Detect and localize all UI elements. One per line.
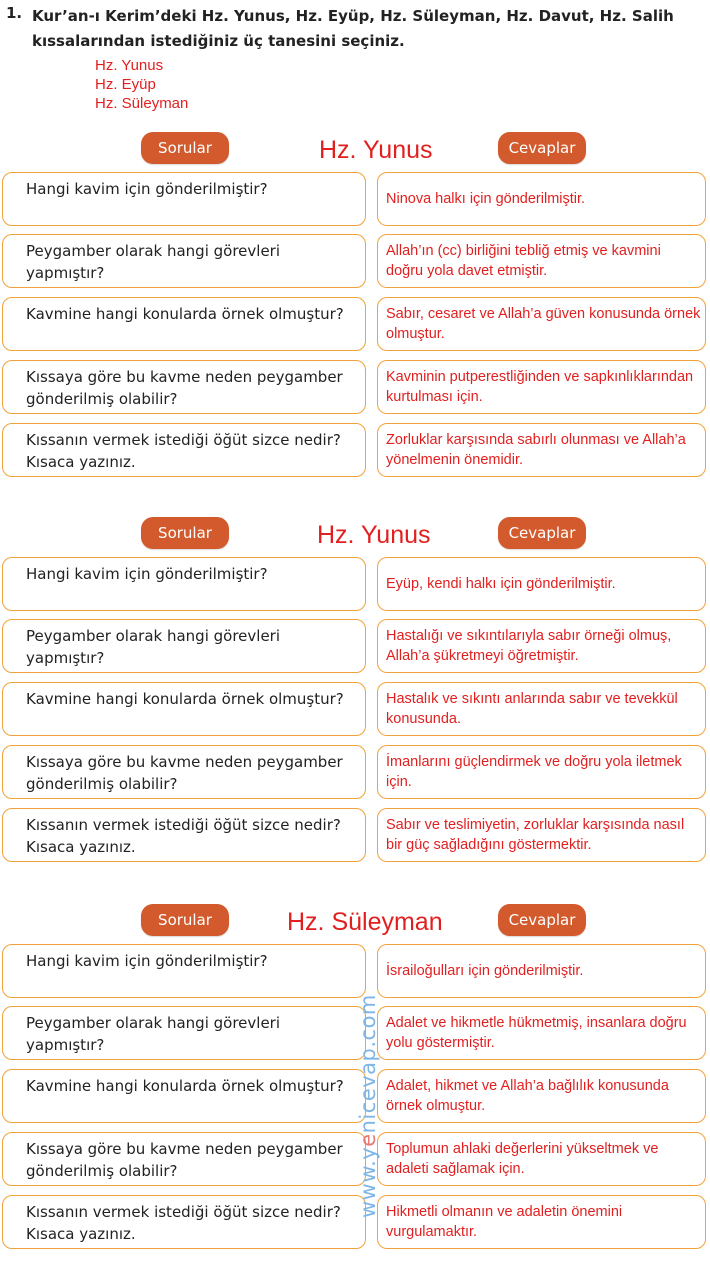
qa-row [0, 557, 710, 613]
question-box: Kavmine hangi konularda örnek olmuştur? [2, 682, 366, 736]
watermark-prefix: www.y [356, 1146, 380, 1218]
answer-box[interactable] [377, 297, 706, 351]
question-box: Kıssanın vermek istediği öğüt sizce nedir? Kısaca yazınız. [2, 423, 366, 477]
questions-label: Sorular [141, 904, 229, 936]
answer-text: Sabır, cesaret ve Allah’a güven konusunda örnek olmuştur. [386, 306, 701, 342]
answer-box[interactable] [377, 234, 706, 288]
qa-row [0, 1132, 710, 1188]
question-box: Kıssanın vermek istediği öğüt sizce nedir? Kısaca yazınız. [2, 808, 366, 862]
question-box: Kavmine hangi konularda örnek olmuştur? [2, 297, 366, 351]
questions-label: Sorular [141, 132, 229, 164]
answer-text: Eyüp, kendi halkı için gönderilmiştir. [386, 576, 616, 592]
question-text: Kur’an-ı Kerim’deki Hz. Yunus, Hz. Eyüp, Hz. Süleyman, Hz. Davut, Hz. Salih kıssalarından istediğiniz üç tanesini seçiniz. [32, 7, 674, 50]
question-box: Kıssaya göre bu kavme neden peygamber gönderilmiş olabilir? [2, 745, 366, 799]
question-box: Kıssaya göre bu kavme neden peygamber gönderilmiş olabilir? [2, 1132, 366, 1186]
answer-text: Sabır ve teslimiyetin, zorluklar karşısında nasıl bir güç sağladığını göstermektir. [386, 817, 685, 853]
answer-text: Hikmetli olmanın ve adaletin önemini vurgulamaktır. [386, 1204, 623, 1240]
answer-text: Allah’ın (cc) birliğini tebliğ etmiş ve kavmini doğru yola davet etmiştir. [386, 243, 661, 279]
answer-box[interactable] [377, 172, 706, 226]
answers-label: Cevaplar [498, 517, 586, 549]
answers-label: Cevaplar [498, 132, 586, 164]
story-section-1 [0, 132, 710, 480]
answers-label: Cevaplar [498, 904, 586, 936]
question-box: Hangi kavim için gönderilmiştir? [2, 557, 366, 611]
question-box: Hangi kavim için gönderilmiştir? [2, 172, 366, 226]
question-box: Kavmine hangi konularda örnek olmuştur? [2, 1069, 366, 1123]
qa-row [0, 682, 710, 738]
answer-text: Adalet, hikmet ve Allah’a bağlılık konusunda örnek olmuştur. [386, 1078, 669, 1114]
watermark-suffix: nicevap.com [356, 994, 380, 1134]
answer-box[interactable] [377, 944, 706, 998]
question-box: Peygamber olarak hangi görevleri yapmıştır? [2, 1006, 366, 1060]
answer-box[interactable] [377, 619, 706, 673]
answer-text: Zorluklar karşısında sabırlı olunması ve Allah’a yönelmenin önemidir. [386, 432, 686, 468]
question-box: Peygamber olarak hangi görevleri yapmıştır? [2, 234, 366, 288]
qa-row [0, 808, 710, 864]
qa-row [0, 297, 710, 353]
watermark-accent: e [356, 1133, 380, 1147]
answer-text: Kavminin putperestliğinden ve sapkınlıklarından kurtulması için. [386, 369, 694, 405]
answer-text: Hastalık ve sıkıntı anlarında sabır ve tevekkül konusunda. [386, 691, 678, 727]
story-section-2 [0, 517, 710, 865]
qa-row [0, 1006, 710, 1062]
answer-text: Adalet ve hikmetle hükmetmiş, insanlara doğru yolu göstermiştir. [386, 1015, 687, 1051]
answer-text: İmanlarını güçlendirmek ve doğru yola iletmek için. [386, 754, 682, 790]
answer-box[interactable] [377, 557, 706, 611]
answer-text: Ninova halkı için gönderilmiştir. [386, 191, 586, 207]
qa-row [0, 745, 710, 801]
answer-text: İsrailoğulları için gönderilmiştir. [386, 963, 584, 979]
qa-row [0, 360, 710, 416]
qa-row [0, 1195, 710, 1251]
qa-row [0, 619, 710, 675]
qa-row [0, 423, 710, 479]
question-box: Peygamber olarak hangi görevleri yapmıştır? [2, 619, 366, 673]
qa-row [0, 234, 710, 290]
choice-item: Hz. Yunus [95, 57, 164, 74]
answer-box[interactable] [377, 1132, 706, 1186]
answer-box[interactable] [377, 1006, 706, 1060]
story-section-3 [0, 904, 710, 1252]
questions-label: Sorular [141, 517, 229, 549]
section-title: Hz. Süleyman [287, 908, 443, 936]
answer-text: Hastalığı ve sıkıntılarıyla sabır örneği olmuş, Allah’a şükretmeyi öğretmiştir. [386, 628, 672, 664]
answer-box[interactable] [377, 1069, 706, 1123]
answer-box[interactable] [377, 745, 706, 799]
choice-item: Hz. Süleyman [95, 95, 189, 112]
question-box: Hangi kavim için gönderilmiştir? [2, 944, 366, 998]
site-watermark [356, 994, 380, 1218]
answer-box[interactable] [377, 360, 706, 414]
qa-row [0, 944, 710, 1000]
question-box: Kıssaya göre bu kavme neden peygamber gönderilmiş olabilir? [2, 360, 366, 414]
qa-row [0, 172, 710, 228]
section-title: Hz. Yunus [319, 136, 433, 164]
answer-box[interactable] [377, 1195, 706, 1249]
answer-box[interactable] [377, 423, 706, 477]
question-box: Kıssanın vermek istediği öğüt sizce nedir? Kısaca yazınız. [2, 1195, 366, 1249]
chosen-stories [95, 56, 188, 113]
choice-item: Hz. Eyüp [95, 76, 156, 93]
question-number: 1. [6, 4, 23, 22]
answer-box[interactable] [377, 808, 706, 862]
section-title: Hz. Yunus [317, 521, 431, 549]
answer-text: Toplumun ahlaki değerlerini yükseltmek ve adaleti sağlamak için. [386, 1141, 659, 1177]
qa-row [0, 1069, 710, 1125]
answer-box[interactable] [377, 682, 706, 736]
